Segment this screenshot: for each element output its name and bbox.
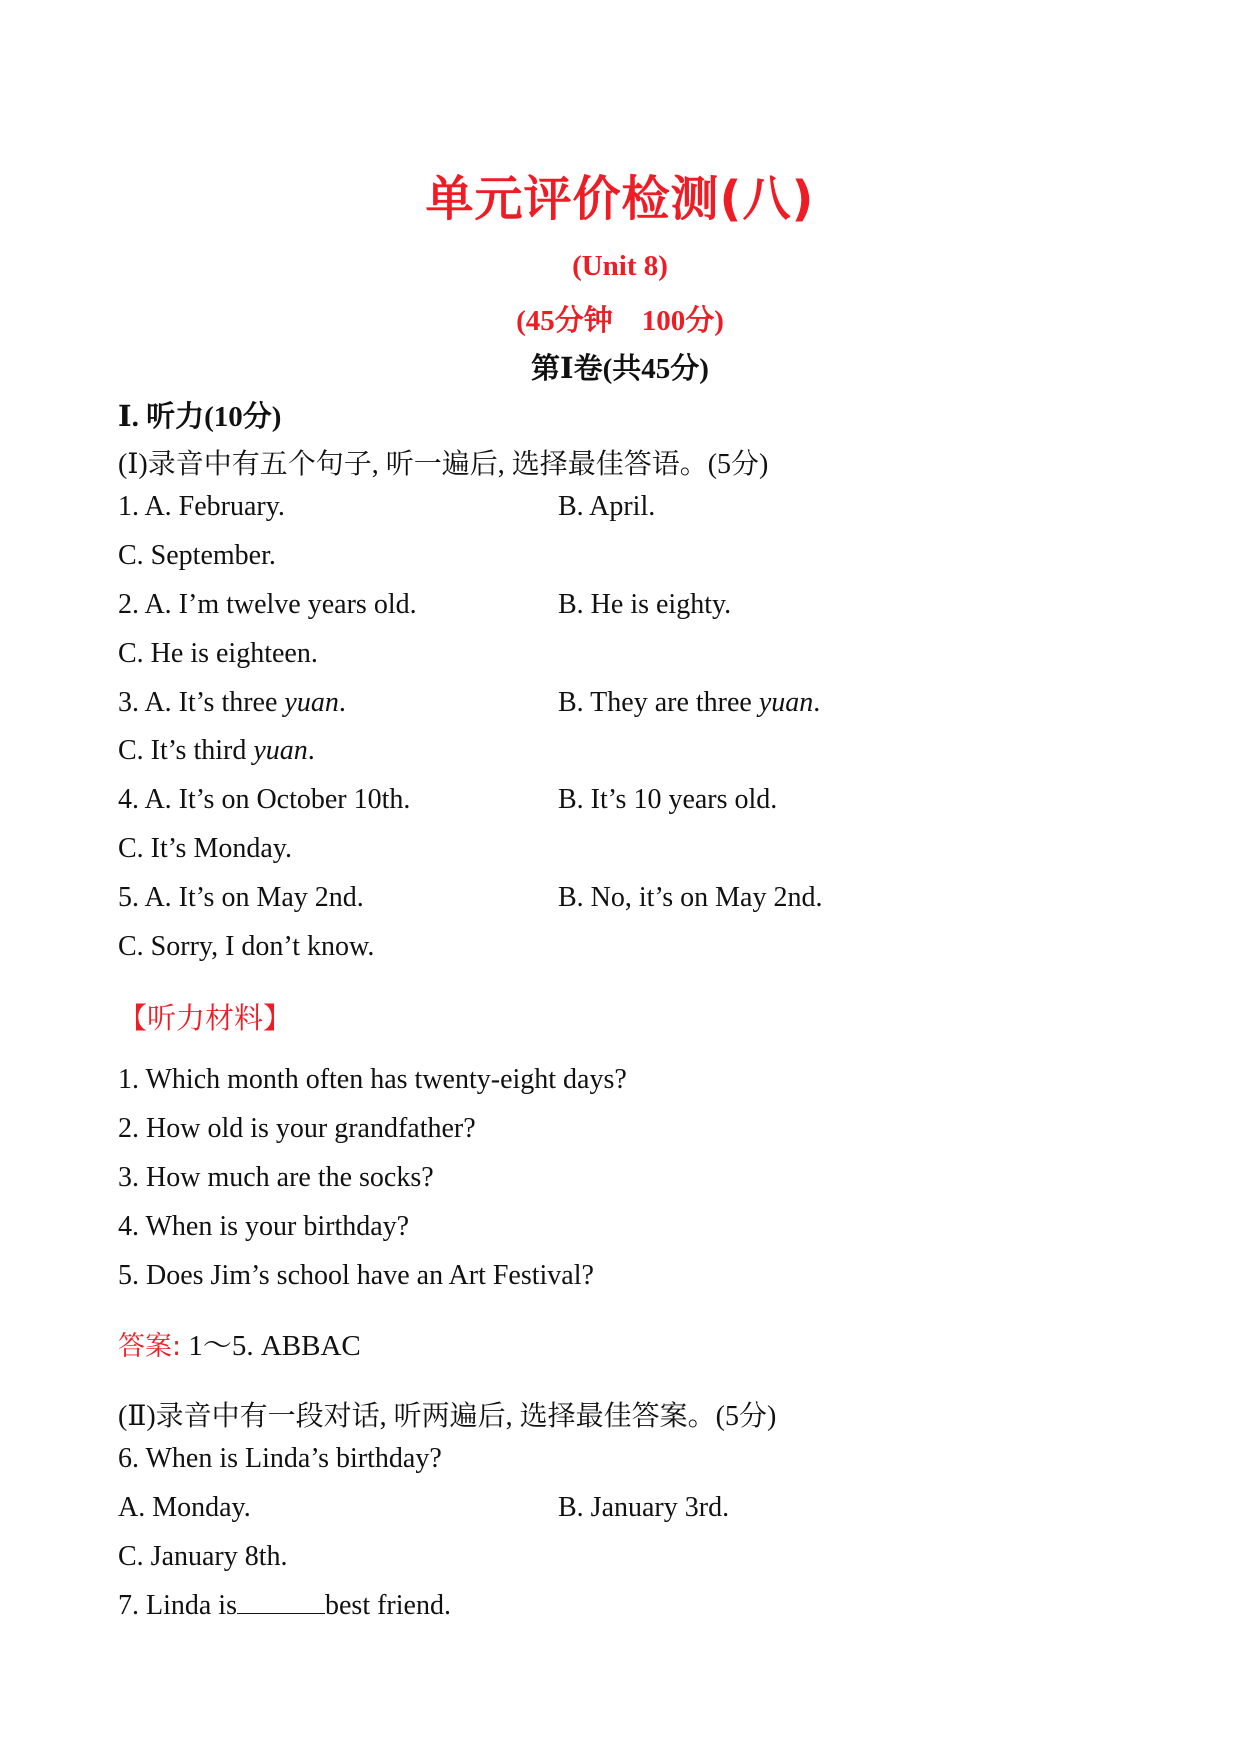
q2-option-c: C. He is eighteen. [118,638,318,669]
part1-instruction: (Ⅰ)录音中有五个句子, 听一遍后, 选择最佳答语。(5分) [118,449,769,480]
q5-option-a: 5. A. It’s on May 2nd. [118,882,364,913]
listening-material-tag: 【听力材料】 [118,1001,293,1035]
material-line-1: 1. Which month often has twenty-eight days? [118,1064,627,1095]
material-line-3: 3. How much are the socks? [118,1162,434,1193]
section-heading-listening: Ⅰ. 听力(10分) [118,401,282,433]
material-line-2: 2. How old is your grandfather? [118,1113,476,1144]
q6-option-a: A. Monday. [118,1492,251,1523]
answer-blank[interactable] [237,1591,325,1614]
answer-text: 1～5. ABBAC [181,1330,361,1362]
q3-option-a: 3. A. It’s three yuan. [118,687,346,718]
q1-option-c: C. September. [118,540,276,571]
q6-option-b: B. January 3rd. [558,1492,730,1523]
q1-option-b: B. April. [558,491,656,522]
q3-option-c: C. It’s third yuan. [118,735,315,766]
page-title: 单元评价检测(八) [425,171,815,227]
time-score-label: (45分钟 100分) [516,305,724,337]
answer-line [118,1323,361,1364]
q4-option-a: 4. A. It’s on October 10th. [118,784,411,815]
volume-label: 第Ⅰ卷(共45分) [531,353,709,385]
q3-option-b: B. They are three yuan. [558,687,821,718]
unit-label: (Unit 8) [572,250,668,282]
material-line-5: 5. Does Jim’s school have an Art Festival? [118,1260,594,1291]
q5-option-c: C. Sorry, I don’t know. [118,931,375,962]
q2-option-b: B. He is eighty. [558,589,732,620]
part2-instruction: (Ⅱ)录音中有一段对话, 听两遍后, 选择最佳答案。(5分) [118,1401,777,1432]
q2-option-a: 2. A. I’m twelve years old. [118,589,417,620]
q5-option-b: B. No, it’s on May 2nd. [558,882,823,913]
q6-stem: 6. When is Linda’s birthday? [118,1443,442,1474]
answer-label: 答案: [118,1331,182,1362]
q7-stem: 7. Linda is best friend. [118,1590,451,1621]
q1-option-a: 1. A. February. [118,491,285,522]
q4-option-b: B. It’s 10 years old. [558,784,778,815]
material-line-4: 4. When is your birthday? [118,1211,410,1242]
q4-option-c: C. It’s Monday. [118,833,292,864]
q6-option-c: C. January 8th. [118,1541,288,1572]
